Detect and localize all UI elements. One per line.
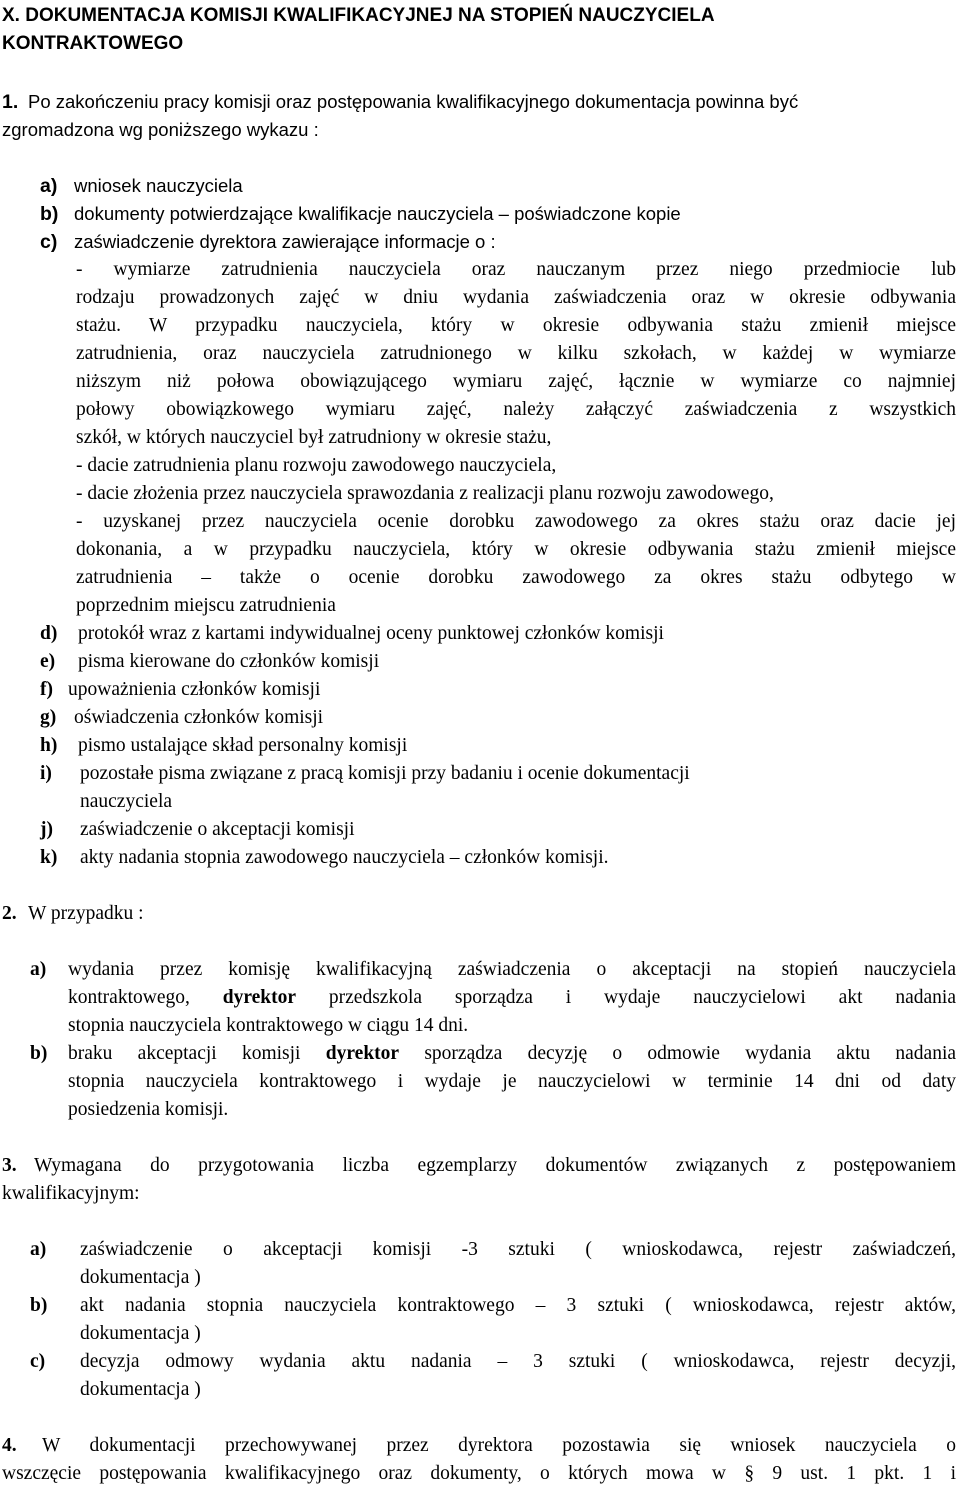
list-item-b: dokumenty potwierdzające kwalifikacje nauczyciela – poświadczone kopie: [74, 203, 681, 224]
list-marker-j: j): [40, 819, 53, 840]
list-marker-c: c): [30, 1351, 46, 1372]
list-item-i-line1: pozostałe pisma związane z pracą komisji przy badaniu i ocenie dokumentacji: [80, 763, 690, 784]
list-marker-b: b): [30, 1043, 48, 1064]
section-3-item-a-line2: dokumentacja ): [80, 1267, 201, 1288]
list-marker-k: k): [40, 847, 58, 868]
list-marker-b: b): [30, 1295, 48, 1316]
list-marker-f: f): [40, 679, 53, 700]
list-item-c-line: - wymiarze zatrudnienia nauczyciela oraz nauczanym przez niego przedmiocie lub: [76, 259, 956, 280]
section-1-number: 1.: [2, 91, 19, 113]
list-item-a: wniosek nauczyciela: [74, 175, 243, 196]
section-3-item-b-line1: akt nadania stopnia nauczyciela kontraktowego – 3 sztuki ( wnioskodawca, rejestr aktów,: [80, 1295, 956, 1316]
list-item-g: oświadczenia członków komisji: [74, 707, 324, 728]
list-item-f: upoważnienia członków komisji: [68, 679, 321, 700]
section-2-item-b-line2: stopnia nauczyciela kontraktowego i wydaje je nauczycielowi w terminie 14 dni od daty: [68, 1071, 956, 1092]
section-2-number: 2.: [2, 903, 17, 924]
list-item-c-line: poprzednim miejscu zatrudnienia: [76, 595, 336, 616]
section-2-item-a-line2: kontraktowego, dyrektor przedszkola sporządza i wydaje nauczycielowi akt nadania: [68, 987, 956, 1008]
list-marker-e: e): [40, 651, 56, 672]
list-marker-a: a): [40, 175, 58, 197]
section-4-line1: W dokumentacji przechowywanej przez dyrektora pozostawia się wniosek nauczyciela o: [42, 1435, 956, 1456]
section-2-item-a-line1: wydania przez komisję kwalifikacyjną zaświadczenia o akceptacji na stopień nauczyciela: [68, 959, 956, 980]
document-heading-line1: X. DOKUMENTACJA KOMISJI KWALIFIKACYJNEJ NA STOPIEŃ NAUCZYCIELA: [2, 5, 715, 26]
section-2-item-b-line3: posiedzenia komisji.: [68, 1099, 229, 1120]
list-item-c: zaświadczenie dyrektora zawierające informacje o :: [74, 231, 496, 252]
list-item-c-line: szkół, w których nauczyciel był zatrudniony w okresie stażu,: [76, 427, 552, 448]
list-item-c-line: rodzaju prowadzonych zajęć w dniu wydania zaświadczenia oraz w okresie odbywania: [76, 287, 956, 308]
list-marker-h: h): [40, 735, 58, 756]
list-item-c-line: dokonania, a w przypadku nauczyciela, który w okresie odbywania stażu zmienił miejsce: [76, 539, 956, 560]
list-item-c-line: zatrudnienia, oraz nauczyciela zatrudnionego w kilku szkołach, w każdej w wymiarze: [76, 343, 956, 364]
document-heading-line2: KONTRAKTOWEGO: [2, 33, 184, 54]
list-marker-a: a): [30, 1239, 47, 1260]
list-marker-b: b): [40, 203, 59, 225]
list-item-k: akty nadania stopnia zawodowego nauczyciela – członków komisji.: [80, 847, 609, 868]
section-3-item-c-line1: decyzja odmowy wydania aktu nadania – 3 sztuki ( wnioskodawca, rejestr decyzji,: [80, 1351, 956, 1372]
list-marker-a: a): [30, 959, 47, 980]
list-item-e: pisma kierowane do członków komisji: [78, 651, 380, 672]
list-item-i-line2: nauczyciela: [80, 791, 173, 812]
list-item-c-line: - dacie zatrudnienia planu rozwoju zawodowego nauczyciela,: [76, 455, 557, 476]
section-3-item-b-line2: dokumentacja ): [80, 1323, 201, 1344]
list-item-h: pismo ustalające skład personalny komisji: [78, 735, 408, 756]
section-2-item-b-line1: braku akceptacji komisji dyrektor sporządza decyzję o odmowie wydania aktu nadania: [68, 1043, 957, 1064]
list-item-d: protokół wraz z kartami indywidualnej oceny punktowej członków komisji: [78, 623, 664, 644]
list-item-c-line: - uzyskanej przez nauczyciela ocenie dorobku zawodowego za okres stażu oraz dacie jej: [76, 511, 956, 532]
section-3-item-a-line1: zaświadczenie o akceptacji komisji -3 sztuki ( wnioskodawca, rejestr zaświadczeń,: [80, 1239, 956, 1260]
section-3-intro-line2: kwalifikacyjnym:: [2, 1183, 140, 1204]
list-item-c-line: połowy obowiązkowego wymiaru zajęć, należy załączyć zaświadczenia z wszystkich: [76, 399, 956, 420]
list-item-c-line: niższym niż połowa obowiązującego wymiaru zajęć, łącznie w wymiarze co najmniej: [76, 371, 956, 392]
section-2-title: W przypadku :: [28, 903, 144, 924]
section-3-number: 3.: [2, 1155, 17, 1176]
section-4-line2: wszczęcie postępowania kwalifikacyjnego oraz dokumenty, o których mowa w § 9 ust. 1 pkt. 1 i: [2, 1463, 956, 1484]
list-marker-c: c): [40, 231, 58, 253]
list-marker-d: d): [40, 623, 58, 644]
list-marker-i: i): [40, 763, 52, 784]
section-2-item-a-line3: stopnia nauczyciela kontraktowego w ciągu 14 dni.: [68, 1015, 469, 1036]
list-item-j: zaświadczenie o akceptacji komisji: [80, 819, 355, 840]
list-marker-g: g): [40, 707, 57, 728]
list-item-c-line: - dacie złożenia przez nauczyciela sprawozdania z realizacji planu rozwoju zawodowego,: [76, 483, 774, 504]
list-item-c-line: stażu. W przypadku nauczyciela, który w okresie odbywania stażu zmienił miejsce: [76, 315, 956, 336]
section-3-intro-line1: Wymagana do przygotowania liczba egzemplarzy dokumentów związanych z postępowaniem: [34, 1155, 956, 1176]
section-3-item-c-line2: dokumentacja ): [80, 1379, 201, 1400]
list-item-c-line: zatrudnienia – także o ocenie dorobku zawodowego za okres stażu odbytego w: [76, 567, 956, 588]
section-1-intro-line2: zgromadzona wg poniższego wykazu :: [2, 119, 319, 140]
section-1-intro-line1: Po zakończeniu pracy komisji oraz postępowania kwalifikacyjnego dokumentacja powinna być: [28, 91, 799, 112]
section-4-number: 4.: [2, 1435, 17, 1456]
